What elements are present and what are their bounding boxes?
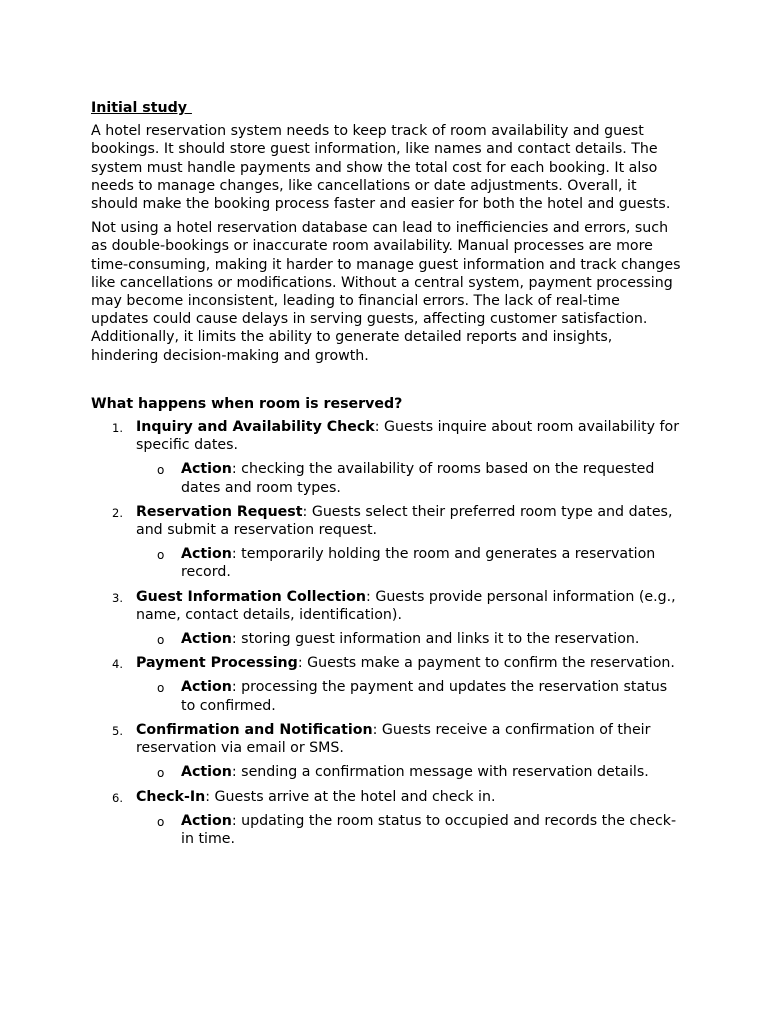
action-item	[136, 630, 681, 648]
step-description: : Guests make a payment to confirm the reservation.	[297, 655, 675, 672]
step-description: : Guests inquire about room availability for specific dates.	[136, 419, 680, 454]
action-label: Action	[181, 764, 232, 781]
bullet-icon: o	[157, 463, 165, 478]
step-title: Inquiry and Availability Check	[136, 419, 375, 436]
step-item	[91, 654, 681, 715]
step-actions	[136, 812, 681, 848]
action-item	[136, 812, 681, 848]
step-item	[91, 788, 681, 849]
reservation-process-heading: What happens when room is reserved?	[91, 395, 403, 412]
step-item	[91, 588, 681, 649]
action-item	[136, 545, 681, 581]
step-item	[91, 418, 681, 497]
step-title: Guest Information Collection	[136, 588, 367, 605]
action-item	[136, 763, 681, 781]
reservation-steps-list	[91, 418, 681, 848]
step-item	[91, 721, 681, 782]
step-number: 6.	[112, 790, 123, 805]
action-label: Action	[181, 679, 232, 696]
step-actions	[136, 545, 681, 581]
action-item	[136, 460, 681, 496]
step-description: : Guests provide personal information (e.g., name, contact details, identification).	[136, 588, 676, 623]
initial-study-heading: Initial study	[91, 100, 192, 116]
bullet-icon: o	[157, 548, 165, 563]
section-spacer	[91, 371, 681, 395]
action-label: Action	[181, 631, 232, 648]
step-item	[91, 503, 681, 582]
action-text: : storing guest information and links it to the reservation.	[231, 631, 640, 648]
action-item	[136, 678, 681, 714]
action-label: Action	[181, 812, 232, 829]
bullet-icon: o	[157, 633, 165, 648]
action-text: : temporarily holding the room and generates a reservation record.	[181, 546, 656, 581]
step-actions	[136, 763, 681, 781]
step-number: 3.	[112, 590, 123, 605]
step-title: Payment Processing	[136, 655, 298, 672]
step-title: Confirmation and Notification	[136, 721, 373, 738]
step-number: 5.	[112, 723, 123, 738]
action-text: : sending a confirmation message with reservation details.	[231, 764, 649, 781]
step-number: 2.	[112, 505, 123, 520]
action-label: Action	[181, 546, 232, 563]
step-description: : Guests receive a confirmation of their reservation via email or SMS.	[136, 721, 651, 757]
step-title: Check-In	[136, 788, 206, 805]
bullet-icon: o	[157, 681, 165, 696]
bullet-icon: o	[157, 814, 165, 829]
action-text: : checking the availability of rooms based on the requested dates and room types.	[181, 461, 655, 496]
action-text: : processing the payment and updates the reservation status to confirmed.	[181, 679, 668, 714]
step-actions	[136, 460, 681, 496]
action-text: : updating the room status to occupied and records the check-in time.	[181, 812, 677, 847]
action-label: Action	[181, 461, 232, 478]
step-actions	[136, 678, 681, 714]
step-number: 1.	[112, 421, 123, 436]
initial-study-paragraph-2: Not using a hotel reservation database can lead to inefficiencies and errors, such as double-bookings or inaccurate room availability. Manual processes are more time-consuming, making it harder to manage guest information and track changes like cancellations or modifications. Without a central system, payment processing may become inconsistent, leading to financial errors. The lack of real-time updates could cause delays in serving guests, affecting customer satisfaction. Additionally, it limits the ability to generate detailed reports and insights, hindering decision-making and growth.	[91, 220, 681, 364]
document-page	[91, 99, 681, 854]
step-actions	[136, 630, 681, 648]
initial-study-paragraph-1: A hotel reservation system needs to keep track of room availability and guest bookings. It should store guest information, like names and contact details. The system must handle payments and show the total cost for each booking. It also needs to manage changes, like cancellations or date adjustments. Overall, it should make the booking process faster and easier for both the hotel and guests.	[91, 123, 671, 213]
bullet-icon: o	[157, 766, 165, 781]
step-description: : Guests arrive at the hotel and check in.	[205, 788, 496, 805]
step-description: : Guests select their preferred room type and dates, and submit a reservation request.	[136, 503, 673, 539]
step-title: Reservation Request	[136, 503, 303, 520]
step-number: 4.	[112, 657, 123, 672]
